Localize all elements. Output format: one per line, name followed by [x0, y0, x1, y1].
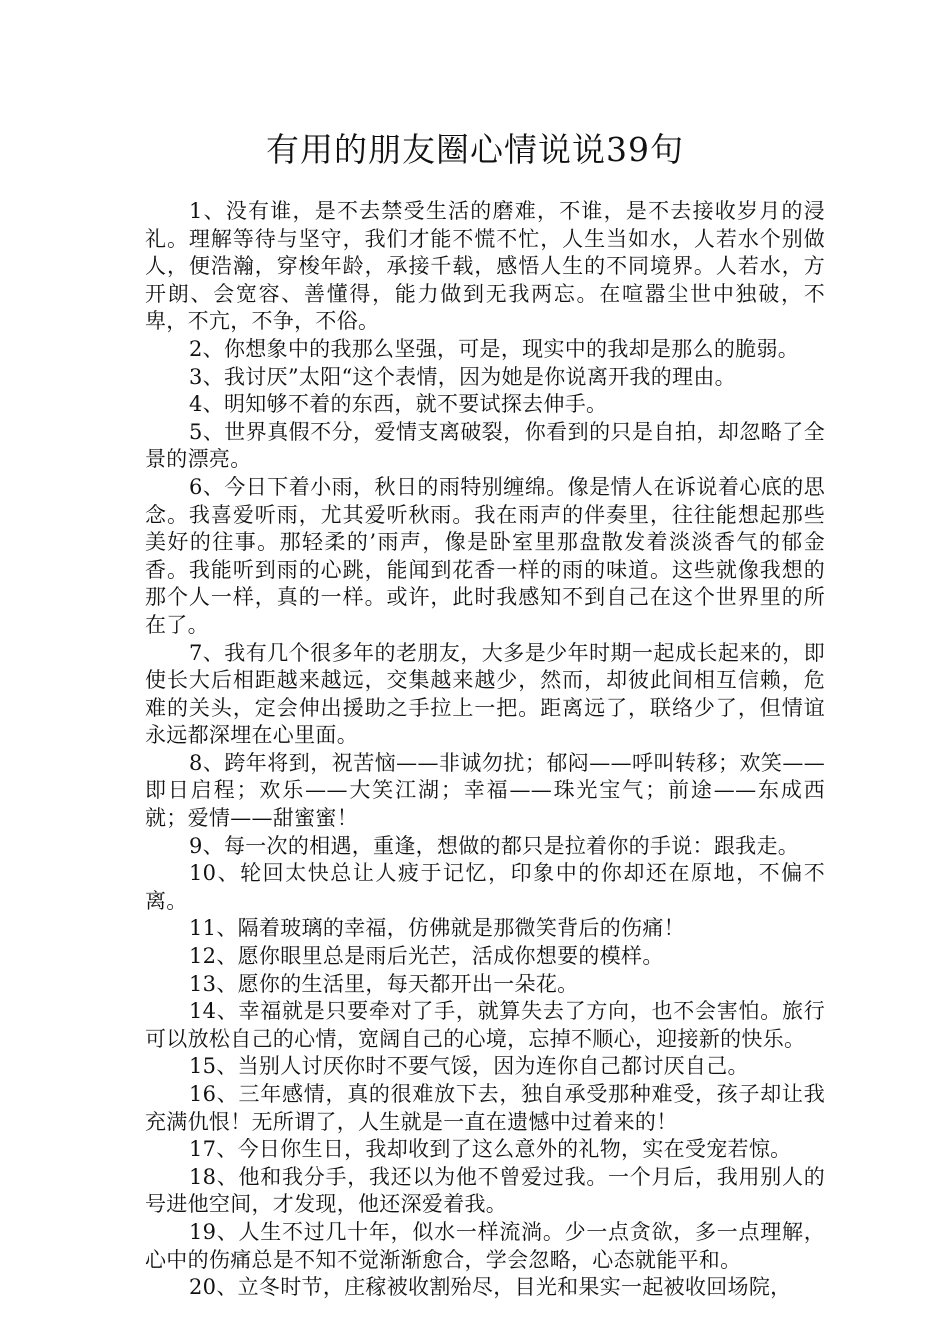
paragraph-10: 10、轮回太快总让人疲于记忆，印象中的你却还在原地，不偏不离。	[145, 861, 825, 913]
paragraph-1: 1、没有谁，是不去禁受生活的磨难，不谁，是不去接收岁月的浸礼。理解等待与坚守，我们才能不慌不忙，人生当如水，人若水个别做人，便浩瀚，穿梭年龄，承接千载，感悟人生的不同境界。人若水，方开朗、会宽容、善懂得，能力做到无我两忘。在喧嚣尘世中独破，不卑，不亢，不争，不俗。	[145, 199, 825, 334]
document-body	[145, 198, 825, 1302]
paragraph-17: 17、今日你生日，我却收到了这么意外的礼物，实在受宠若惊。	[189, 1137, 792, 1162]
paragraph-18: 18、他和我分手，我还以为他不曾爱过我。一个月后，我用别人的号进他空间，才发现，他还深爱着我。	[145, 1164, 825, 1217]
paragraph-2: 2、你想象中的我那么坚强，可是，现实中的我却是那么的脆弱。	[189, 336, 800, 361]
paragraph-15: 15、当别人讨厌你时不要气馁，因为连你自己都讨厌自己。	[189, 1054, 749, 1079]
paragraph-16: 16、三年感情，真的很难放下去，独自承受那种难受，孩子却让我充满仇恨！无所谓了，人生就是一直在遗憾中过着来的！	[145, 1082, 825, 1134]
paragraph-5: 5、世界真假不分，爱情支离破裂，你看到的只是自拍，却忽略了全景的漂亮。	[145, 419, 825, 472]
paragraph-14: 14、幸福就是只要牵对了手，就算失去了方向，也不会害怕。旅行可以放松自己的心情，宽阔自己的心境，忘掉不顺心，迎接新的快乐。	[145, 999, 825, 1051]
paragraph-4: 4、明知够不着的东西，就不要试探去伸手。	[189, 392, 608, 417]
paragraph-11: 11、隔着玻璃的幸福，仿佛就是那微笑背后的伤痛！	[189, 916, 685, 941]
paragraph-3: 3、我讨厌”太阳“这个表情，因为她是你说离开我的理由。	[189, 364, 736, 389]
paragraph-7: 7、我有几个很多年的老朋友，大多是少年时期一起成长起来的，即使长大后相距越来越远，交集越来越少，然而，却彼此间相互信赖，危难的关头，定会伸出援助之手拉上一把。距离远了，联络少了，但情谊永远都深埋在心里面。	[145, 640, 825, 748]
document-title: 有用的朋友圈心情说说39句	[266, 130, 684, 169]
paragraph-19: 19、人生不过几十年，似水一样流淌。少一点贪欲，多一点理解，心中的伤痛总是不知不觉渐渐愈合，学会忽略，心态就能平和。	[145, 1219, 825, 1272]
paragraph-8: 8、跨年将到，祝苦恼——非诚勿扰；郁闷——呼叫转移；欢笑——即日启程；欢乐——大笑江湖；幸福——珠光宝气；前途——东成西就；爱情——甜蜜蜜！	[145, 750, 825, 831]
paragraph-6: 6、今日下着小雨，秋日的雨特别缠绵。像是情人在诉说着心底的思念。我喜爱听雨，尤其爱听秋雨。我在雨声的伴奏里，往往能想起那些美好的往事。那轻柔的’雨声，像是卧室里那盘散发着淡淡香气的郁金香。我能听到雨的心跳，能闻到花香一样的雨的味道。这些就像我想的那个人一样，真的一样。或许，此时我感知不到自己在这个世界里的所在了。	[145, 474, 825, 637]
paragraph-20: 20、立冬时节，庄稼被收割殆尽，目光和果实一起被收回场院，	[189, 1275, 792, 1300]
paragraph-13: 13、愿你的生活里，每天都开出一朵花。	[189, 971, 579, 996]
paragraph-9: 9、每一次的相遇，重逢，想做的都只是拉着你的手说：跟我走。	[189, 833, 800, 858]
paragraph-12: 12、愿你眼里总是雨后光芒，活成你想要的模样。	[189, 944, 664, 969]
